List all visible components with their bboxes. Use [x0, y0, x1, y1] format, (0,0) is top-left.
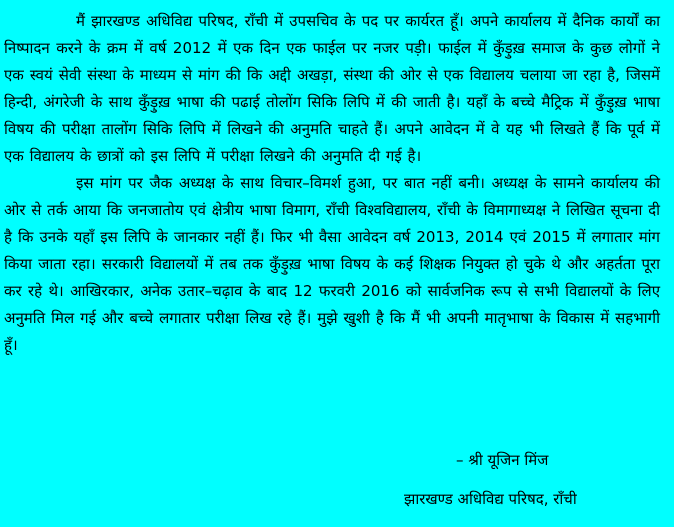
author-affiliation: झारखण्ड अधिविद्य परिषद, राँची	[404, 490, 577, 508]
author-signature: – श्री यूजिन मिंज	[456, 451, 549, 469]
paragraph-2: इस मांग पर जैक अध्यक्ष के साथ विचार–विमर्श हुआ, पर बात नहीं बनी। अध्यक्ष के सामने कार्यालय की ओर से तर्क आया कि जनजातोय एवं क्षेत्रीय भाषा विमाग, राँची विश्वविद्यालय, राँची के विमागाध्यक्ष ने लिखित सूचना दी है कि उनके यहाँ इस लिपि के जानकार नहीं हैं। फिर भी वैसा आवेदन वर्ष 2013, 2014 एवं 2015 में लगातार मांग किया जाता रहा। सरकारी विद्यालयों में तब तक कुँड़ुख़ भाषा विषय के कई शिक्षक नियुक्त हो चुके थे और अहर्तता पूरा कर रहे थे। आखिरकार, अनेक उतार–चढ़ाव के बाद 12 फरवरी 2016 को सार्वजनिक रूप से सभी विद्यालयों के लिए अनुमति मिल गई और बच्चे लगातार परीक्षा लिख रहे हैं। मुझे खुशी है कि मैं भी अपनी मातृभाषा के विकास में सहभागी हूँ।	[4, 174, 660, 354]
paragraph-1: मैं झारखण्ड अधिविद्य परिषद, राँची में उपसचिव के पद पर कार्यरत हूँ। अपने कार्यालय में दैनिक कार्यों का निष्पादन करने के क्रम में वर्ष 2012 में एक दिन एक फाईल पर नजर पड़ी। फाईल में कुँड़ुख़ समाज के कुछ लोगों ने एक स्वयं सेवी संस्था के माध्यम से मांग की कि अद्दी अखड़ा, संस्था की ओर से एक विद्यालय चलाया जा रहा है, जिसमें हिन्दी, अंगरेजी के साथ कुँड़ुख़ भाषा की पढाई तोलोंग सिकि लिपि में की जाती है। यहाँ के बच्चे मैट्रिक में कुँड़ुख़ भाषा विषय की परीक्षा तालोंग सिकि लिपि में लिखने की अनुमति चाहते हैं। अपने आवेदन में वे यह भी लिखते हैं कि पूर्व में एक विद्यालय के छात्रों को इस लिपि में परीक्षा लिखने की अनुमति दी गई है।	[4, 12, 660, 165]
